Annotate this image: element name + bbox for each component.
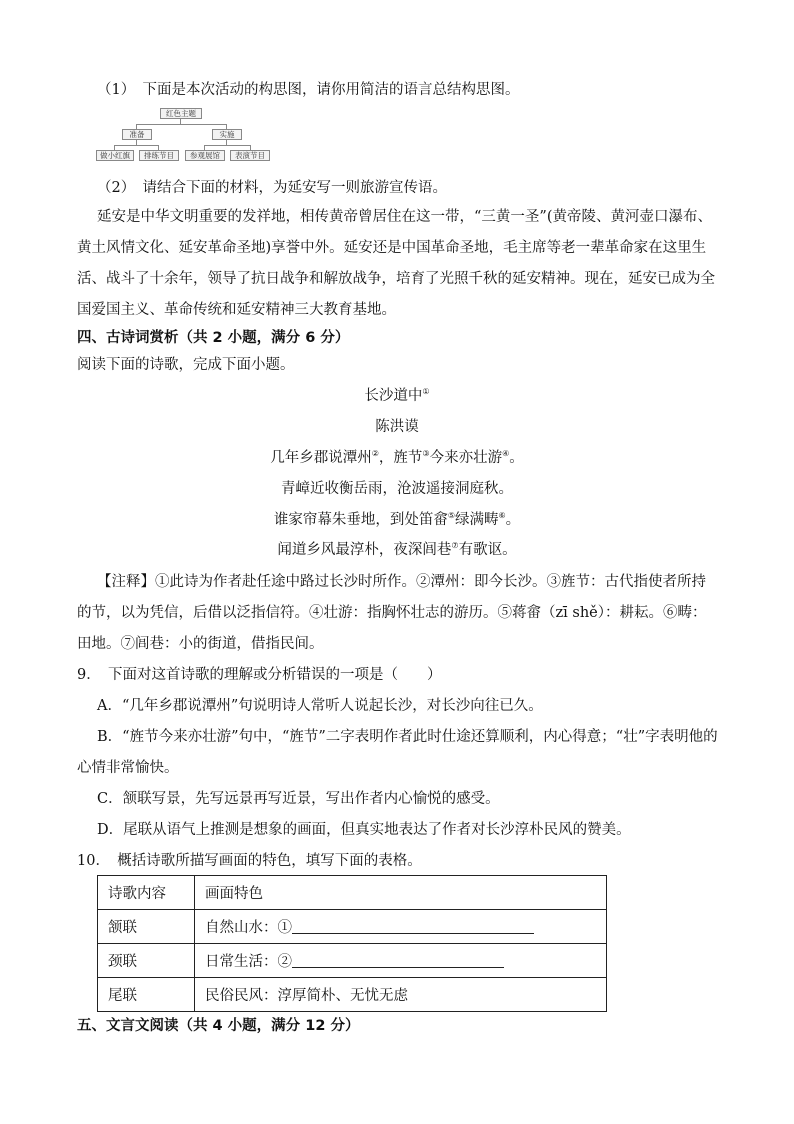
material-line: 黄土风情文化、延安革命圣地)享誉中外。延安还是中国革命圣地，毛主席等老一辈革命家在这里生: [77, 240, 707, 256]
mind-map-leaf: 表演节目: [230, 150, 270, 161]
question-9-stem: 9． 下面对这首诗歌的理解或分析错误的一项是（ ）: [77, 667, 442, 683]
table-header-row: [98, 876, 607, 910]
mind-map-branch-prepare: 准备: [122, 129, 152, 140]
table-cell-feature: 日常生活：②: [195, 944, 607, 978]
table-row: [98, 978, 607, 1012]
table-row: [98, 910, 607, 944]
table-cell-feature: 民俗民风：淳厚简朴、无忧无虑: [195, 978, 607, 1012]
poem-title: 长沙道中①: [364, 387, 430, 404]
material-line: 延安是中华文明重要的发祥地，相传黄帝曾居住在这一带，“三黄一圣”(黄帝陵、黄河壶口瀑布、: [97, 209, 712, 225]
answer-table: [97, 875, 607, 1012]
answer-blank-1[interactable]: [292, 919, 534, 934]
poem-line: 几年乡郡说潭州②，旌节③今来亦壮游④。: [270, 449, 524, 466]
notes-line: 田地。⑦闾巷：小的街道，借指民间。: [77, 636, 324, 652]
poem-author: 陈洪谟: [375, 419, 419, 435]
material-line: 活、战斗了十余年，领导了抗日战争和解放战争，培育了光照千秋的延安精神。现在，延安已成为全: [77, 271, 715, 287]
question-9-option-d: D．尾联从语气上推测是想象的画面，但真实地表达了作者对长沙淳朴民风的赞美。: [97, 822, 631, 838]
mind-map-branch-implement: 实施: [212, 129, 242, 140]
question-9-option-a: A．“几年乡郡说潭州”句说明诗人常听人说起长沙，对长沙向往已久。: [97, 698, 543, 714]
mind-map-diagram: [96, 108, 272, 166]
notes-line: 的节，以为凭信，后借以泛指信符。④壮游：指胸怀壮志的游历。⑤蒋畲（zī shě）：耕耘。⑥畴：: [77, 605, 707, 621]
question-part-1: （1） 下面是本次活动的构思图，请你用简洁的语言总结构思图。: [97, 82, 520, 98]
material-line: 国爱国主义、革命传统和延安精神三大教育基地。: [77, 302, 396, 318]
question-9-option-b-cont: 心情非常愉快。: [77, 760, 179, 776]
mind-map-leaf: 参观展馆: [185, 150, 225, 161]
question-9-option-b: B．“旌节今来亦壮游”句中，“旌节”二字表明作者此时仕途还算顺利，内心得意；“壮”字表明他的: [97, 729, 718, 745]
table-cell-part: 尾联: [98, 978, 195, 1012]
poem-line: 谁家帘幕朱垂地，到处笛畲⑤绿满畴⑥。: [273, 511, 521, 528]
table-cell-feature: 自然山水：①: [195, 910, 607, 944]
mind-map-root: 红色主题: [160, 108, 202, 119]
notes-line: 【注释】①此诗为作者赴任途中路过长沙时所作。②潭州：即今长沙。③旌节：古代指使者所持: [97, 574, 706, 590]
question-part-2: （2） 请结合下面的材料，为延安写一则旅游宣传语。: [97, 180, 447, 196]
section-4-title: 四、古诗词赏析（共 2 小题，满分 6 分）: [77, 330, 350, 346]
poem-line: 闻道乡风最淳朴，夜深闾巷⑦有歌讴。: [277, 541, 517, 558]
question-10-stem: 10． 概括诗歌所描写画面的特色，填写下面的表格。: [77, 853, 422, 869]
table-header-cell: 诗歌内容: [98, 876, 195, 910]
section-5-title: 五、文言文阅读（共 4 小题，满分 12 分）: [77, 1018, 360, 1034]
mind-map-leaf: 排练节目: [139, 150, 179, 161]
table-row: [98, 944, 607, 978]
answer-blank-2[interactable]: [292, 953, 504, 968]
table-header-cell: 画面特色: [195, 876, 607, 910]
table-cell-part: 颔联: [98, 910, 195, 944]
poem-line: 青嶂近收衡岳雨，沧波遥接洞庭秋。: [281, 481, 513, 497]
section-4-intro: 阅读下面的诗歌，完成下面小题。: [77, 357, 295, 373]
question-9-option-c: C．颔联写景，先写远景再写近景，写出作者内心愉悦的感受。: [97, 791, 500, 807]
mind-map-leaf: 做小红旗: [96, 150, 134, 161]
table-cell-part: 颈联: [98, 944, 195, 978]
